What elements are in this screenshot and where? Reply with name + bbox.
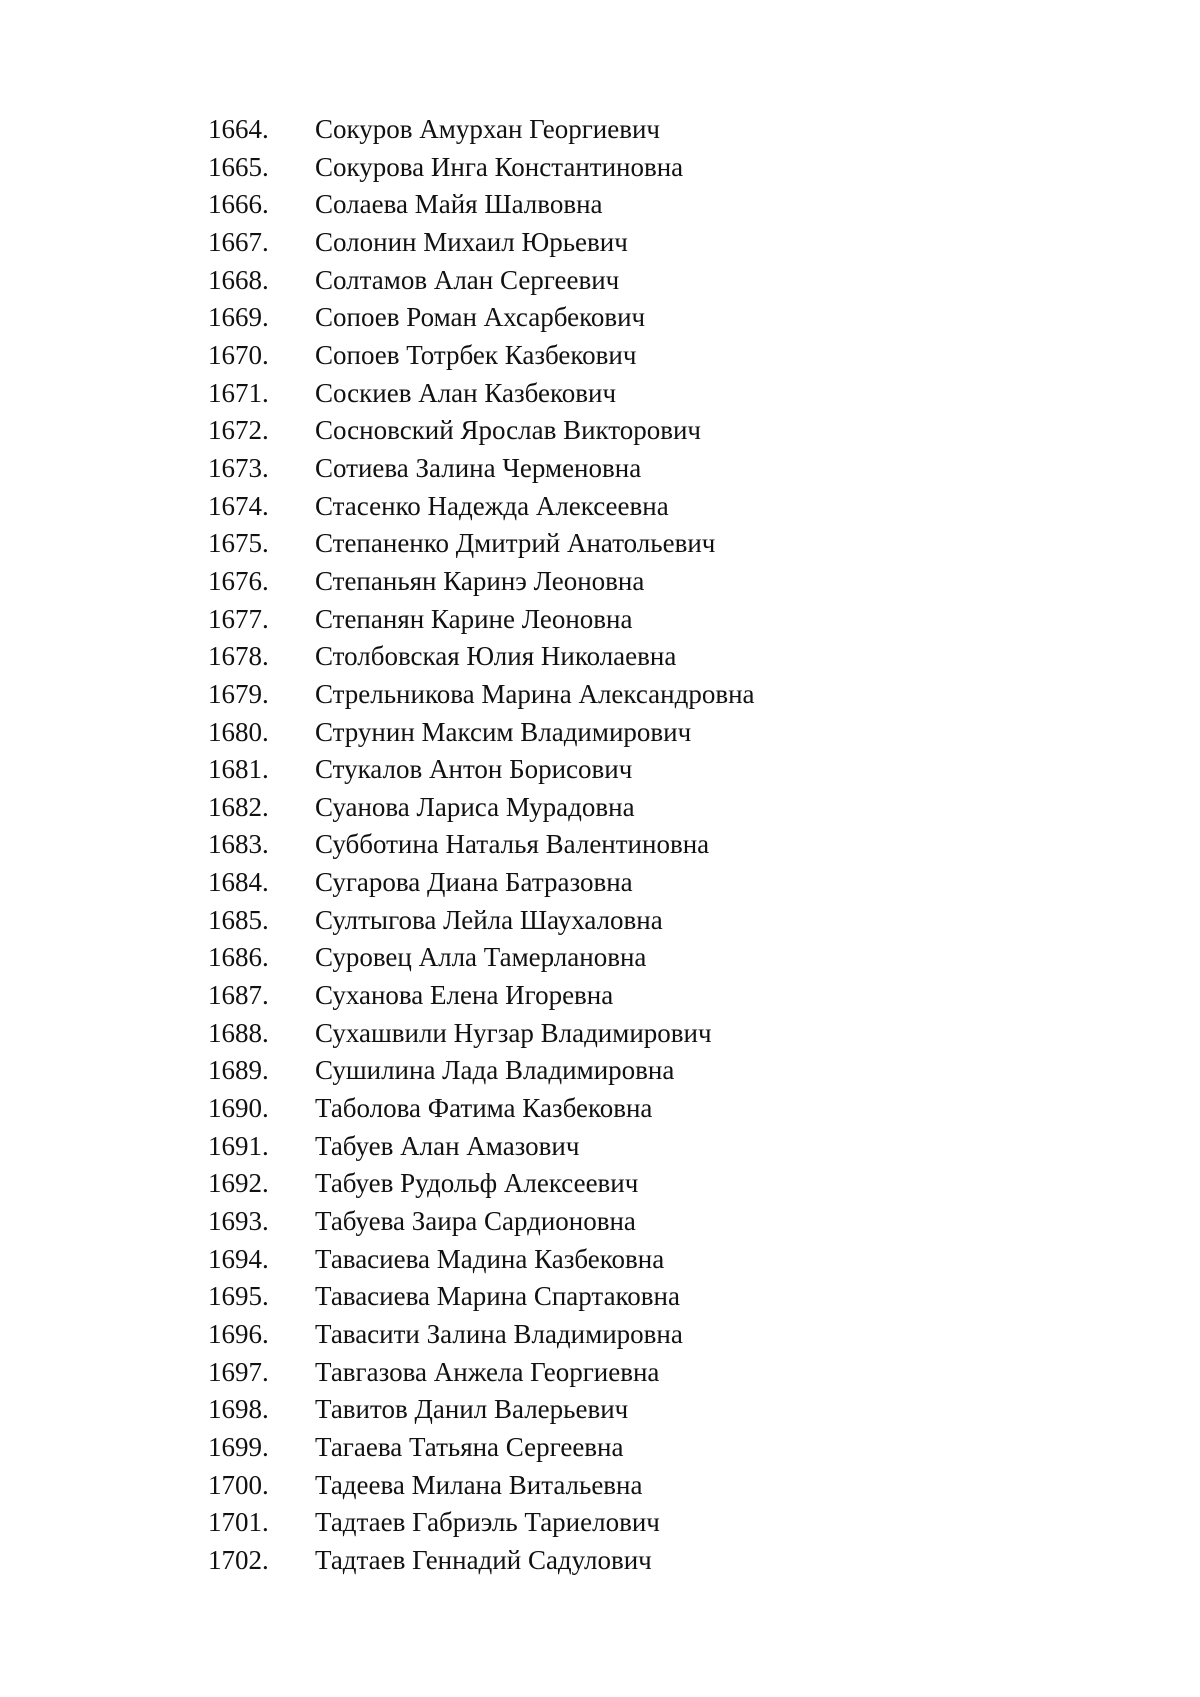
list-item xyxy=(208,1281,755,1319)
entry-name: Сосновский Ярослав Викторович xyxy=(315,415,702,446)
list-item xyxy=(208,1507,755,1545)
list-item xyxy=(208,867,755,905)
entry-number: 1699. xyxy=(208,1431,269,1462)
list-item xyxy=(208,1357,755,1395)
list-item xyxy=(208,415,755,453)
entry-name: Столбовская Юлия Николаевна xyxy=(315,641,677,672)
entry-name: Струнин Максим Владимирович xyxy=(315,716,692,747)
list-item xyxy=(208,528,755,566)
entry-name: Тавасиева Мадина Казбековна xyxy=(315,1243,665,1274)
list-item xyxy=(208,641,755,679)
entry-number: 1676. xyxy=(208,565,269,596)
entry-name: Сушилина Лада Владимировна xyxy=(315,1055,675,1086)
list-item xyxy=(208,942,755,980)
entry-number: 1675. xyxy=(208,528,269,559)
list-item xyxy=(208,604,755,642)
entry-number: 1669. xyxy=(208,302,269,333)
entry-name: Табуев Рудольф Алексеевич xyxy=(315,1168,639,1199)
entry-number: 1678. xyxy=(208,641,269,672)
entry-name: Степанян Карине Леоновна xyxy=(315,603,633,634)
entry-number: 1685. xyxy=(208,904,269,935)
entry-number: 1684. xyxy=(208,867,269,898)
entry-name: Субботина Наталья Валентиновна xyxy=(315,829,710,860)
list-item xyxy=(208,1432,755,1470)
entry-name: Сокурова Инга Константиновна xyxy=(315,151,684,182)
entry-name: Степаньян Каринэ Леоновна xyxy=(315,565,645,596)
entry-name: Солонин Михаил Юрьевич xyxy=(315,226,628,257)
entry-number: 1674. xyxy=(208,490,269,521)
entry-name: Сопоев Тотрбек Казбекович xyxy=(315,339,637,370)
entry-number: 1697. xyxy=(208,1356,269,1387)
entry-name: Соскиев Алан Казбекович xyxy=(315,377,617,408)
entry-name: Тадтаев Геннадий Садулович xyxy=(315,1544,652,1575)
entry-number: 1677. xyxy=(208,603,269,634)
entry-number: 1692. xyxy=(208,1168,269,1199)
entry-number: 1667. xyxy=(208,226,269,257)
entry-number: 1680. xyxy=(208,716,269,747)
list-item xyxy=(208,679,755,717)
list-item xyxy=(208,1394,755,1432)
entry-name: Суанова Лариса Мурадовна xyxy=(315,791,635,822)
entry-name: Султыгова Лейла Шаухаловна xyxy=(315,904,663,935)
entry-number: 1671. xyxy=(208,377,269,408)
entry-number: 1666. xyxy=(208,189,269,220)
entry-name: Тавасити Залина Владимировна xyxy=(315,1319,683,1349)
entry-name: Солаева Майя Шалвовна xyxy=(315,189,603,220)
entry-name: Табуев Алан Амазович xyxy=(315,1130,580,1161)
list-item xyxy=(208,491,755,529)
entry-number: 1668. xyxy=(208,264,269,295)
entry-number: 1681. xyxy=(208,754,269,785)
entry-name: Сухашвили Нугзар Владимирович xyxy=(315,1017,712,1048)
list-item xyxy=(208,980,755,1018)
entry-number: 1683. xyxy=(208,829,269,860)
entry-name: Солтамов Алан Сергеевич xyxy=(315,264,620,295)
list-item xyxy=(208,566,755,604)
entry-name: Тавасиева Марина Спартаковна xyxy=(315,1281,680,1312)
list-item xyxy=(208,1319,755,1357)
list-item xyxy=(208,1018,755,1056)
entry-name: Тадеева Милана Витальевна xyxy=(315,1469,643,1500)
entry-name: Стукалов Антон Борисович xyxy=(315,754,633,785)
entry-name: Тавитов Данил Валерьевич xyxy=(315,1394,629,1425)
list-item xyxy=(208,1093,755,1131)
list-item xyxy=(208,1055,755,1093)
list-item xyxy=(208,114,755,152)
entry-number: 1665. xyxy=(208,151,269,182)
list-item xyxy=(208,1206,755,1244)
list-item xyxy=(208,829,755,867)
list-item xyxy=(208,453,755,491)
list-item xyxy=(208,152,755,190)
entry-name: Стрельникова Марина Александровна xyxy=(315,678,755,709)
entry-number: 1688. xyxy=(208,1017,269,1048)
entry-number: 1689. xyxy=(208,1055,269,1086)
entry-number: 1687. xyxy=(208,980,269,1011)
entry-number: 1696. xyxy=(208,1319,269,1349)
entry-number: 1673. xyxy=(208,452,269,483)
list-item xyxy=(208,302,755,340)
entry-name: Суровец Алла Тамерлановна xyxy=(315,942,647,973)
entry-name: Тадтаев Габриэль Тариелович xyxy=(315,1507,660,1538)
entry-number: 1698. xyxy=(208,1394,269,1425)
list-item xyxy=(208,340,755,378)
entry-name: Степаненко Дмитрий Анатольевич xyxy=(315,528,716,559)
entry-name: Стасенко Надежда Алексеевна xyxy=(315,490,669,521)
list-item xyxy=(208,1168,755,1206)
entry-number: 1682. xyxy=(208,791,269,822)
entry-number: 1700. xyxy=(208,1469,269,1500)
entry-name: Сугарова Диана Батразовна xyxy=(315,867,633,898)
entry-name: Суханова Елена Игоревна xyxy=(315,980,614,1011)
entry-number: 1664. xyxy=(208,114,269,144)
entry-name: Сопоев Роман Ахсарбекович xyxy=(315,302,646,333)
entry-number: 1672. xyxy=(208,415,269,446)
list-item xyxy=(208,1470,755,1508)
entry-number: 1679. xyxy=(208,678,269,709)
entry-number: 1702. xyxy=(208,1544,269,1575)
list-item xyxy=(208,1131,755,1169)
list-item xyxy=(208,717,755,755)
list-item xyxy=(208,754,755,792)
numbered-name-list xyxy=(208,114,755,1583)
entry-name: Тавгазова Анжела Георгиевна xyxy=(315,1356,660,1387)
entry-number: 1691. xyxy=(208,1130,269,1161)
entry-name: Сокуров Амурхан Георгиевич xyxy=(315,114,660,144)
list-item xyxy=(208,792,755,830)
list-item xyxy=(208,378,755,416)
entry-number: 1695. xyxy=(208,1281,269,1312)
entry-number: 1693. xyxy=(208,1206,269,1237)
list-item xyxy=(208,227,755,265)
entry-name: Таболова Фатима Казбековна xyxy=(315,1093,653,1124)
entry-name: Табуева Заира Сардионовна xyxy=(315,1206,636,1237)
entry-number: 1690. xyxy=(208,1093,269,1124)
entry-name: Сотиева Залина Черменовна xyxy=(315,452,642,483)
entry-number: 1670. xyxy=(208,339,269,370)
entry-number: 1686. xyxy=(208,942,269,973)
list-item xyxy=(208,189,755,227)
list-item xyxy=(208,905,755,943)
entry-number: 1694. xyxy=(208,1243,269,1274)
entry-number: 1701. xyxy=(208,1507,269,1538)
list-item xyxy=(208,1244,755,1282)
list-item xyxy=(208,265,755,303)
entry-name: Тагаева Татьяна Сергеевна xyxy=(315,1431,624,1462)
list-item xyxy=(208,1545,755,1583)
